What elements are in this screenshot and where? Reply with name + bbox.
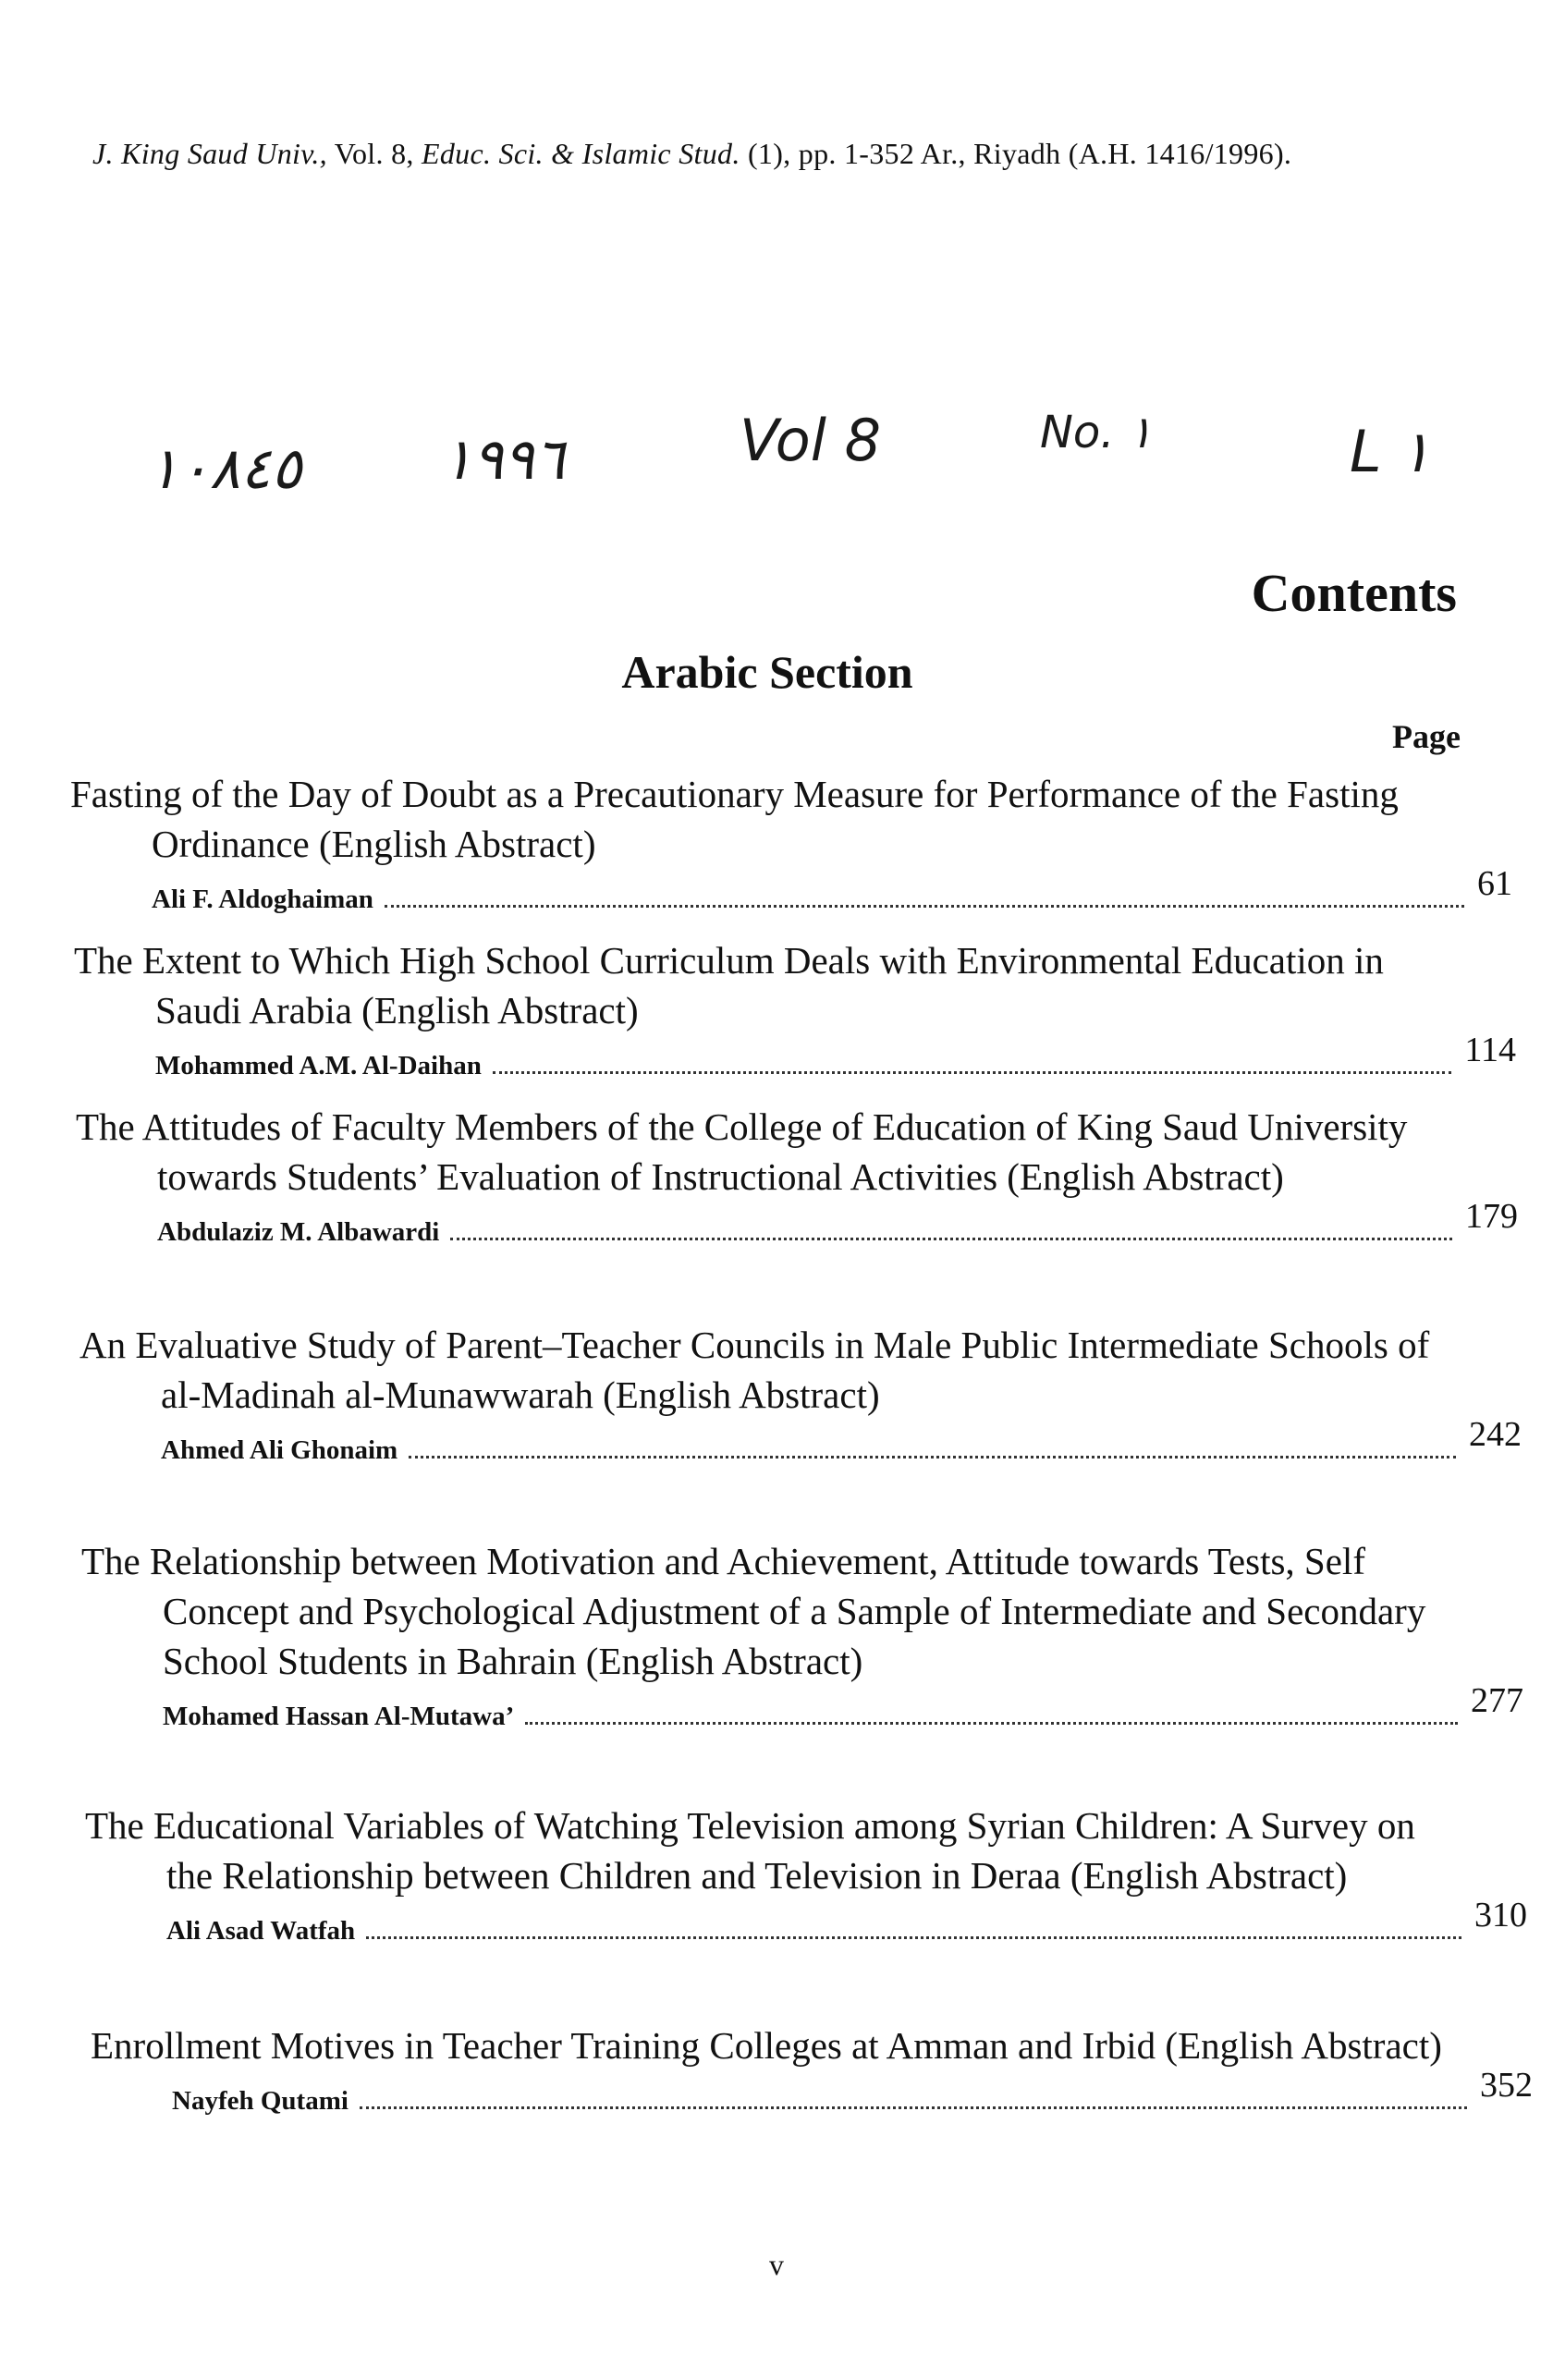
entry-page-number: 277 bbox=[1471, 1681, 1523, 1720]
contents-entry bbox=[79, 1320, 1522, 1466]
entry-author: Nayfeh Qutami bbox=[172, 2086, 349, 2116]
entry-author-row bbox=[76, 1197, 1518, 1248]
entry-author-row bbox=[79, 1415, 1522, 1466]
contents-entry bbox=[76, 1102, 1518, 1248]
entry-author: Abdulaziz M. Albawardi bbox=[157, 1217, 440, 1247]
journal-volume: Vol. 8, bbox=[334, 137, 414, 170]
handwritten-note: L ١ bbox=[1350, 418, 1431, 485]
dot-leader bbox=[385, 904, 1464, 908]
section-title: Arabic Section bbox=[621, 646, 913, 698]
entry-title: The Extent to Which High School Curriculum Deals with Environmental Education in Saudi Arabia (English Abstract) bbox=[74, 939, 1384, 1031]
journal-header bbox=[92, 137, 1291, 171]
entry-page-number: 352 bbox=[1480, 2066, 1533, 2105]
entry-title: Enrollment Motives in Teacher Training Colleges at Amman and Irbid (English Abstract) bbox=[91, 2024, 1442, 2067]
entry-author: Mohammed A.M. Al-Daihan bbox=[155, 1051, 482, 1080]
entry-author: Ali Asad Watfah bbox=[166, 1916, 356, 1946]
entry-author: Ahmed Ali Ghonaim bbox=[161, 1435, 398, 1465]
journal-issue-info: (1), pp. 1-352 Ar., Riyadh (A.H. 1416/1996). bbox=[747, 137, 1292, 170]
contents-entry bbox=[85, 1800, 1527, 1947]
handwritten-note: ١٠٨٤٥ bbox=[148, 434, 302, 502]
dot-leader bbox=[450, 1237, 1452, 1240]
entry-title: Fasting of the Day of Doubt as a Precautionary Measure for Performance of the Fasting Ordinance (English Abstract) bbox=[70, 773, 1399, 865]
entry-author: Mohamed Hassan Al-Mutawa’ bbox=[163, 1702, 515, 1731]
journal-series: Educ. Sci. & Islamic Stud. bbox=[422, 137, 740, 170]
dot-leader bbox=[525, 1721, 1458, 1725]
dot-leader bbox=[360, 2105, 1467, 2109]
page-folio: v bbox=[769, 2248, 784, 2281]
entry-author-row bbox=[81, 1681, 1523, 1732]
entry-author-row bbox=[74, 1031, 1516, 1081]
handwritten-annotations bbox=[0, 407, 1553, 518]
entry-title: The Attitudes of Faculty Members of the College of Education of King Saud University towards Students’ Evaluation of Instructional Activities (English Abstract) bbox=[76, 1105, 1408, 1198]
journal-name: J. King Saud Univ., bbox=[92, 137, 327, 170]
contents-title: Contents bbox=[1251, 563, 1457, 623]
entry-page-number: 310 bbox=[1474, 1896, 1527, 1935]
entry-author: Ali F. Aldoghaiman bbox=[152, 885, 373, 914]
entry-author-row bbox=[85, 1896, 1527, 1947]
dot-leader bbox=[409, 1455, 1456, 1459]
handwritten-note: No. ١ bbox=[1040, 407, 1153, 458]
contents-entry bbox=[81, 1536, 1523, 1732]
entry-page-number: 61 bbox=[1477, 864, 1512, 903]
entry-title: The Relationship between Motivation and Achievement, Attitude towards Tests, Self Concept and Psychological Adjustment of a Sample of Intermediate and Secondary School Students in Bahrain (English Abstract) bbox=[81, 1540, 1426, 1682]
contents-entry bbox=[70, 769, 1512, 915]
entry-author-row bbox=[91, 2066, 1533, 2117]
entry-author-row bbox=[70, 864, 1512, 915]
contents-entry bbox=[91, 2020, 1533, 2117]
dot-leader bbox=[493, 1070, 1452, 1074]
entry-page-number: 114 bbox=[1464, 1031, 1516, 1069]
handwritten-note: Vol 8 bbox=[740, 407, 882, 474]
entry-title: The Educational Variables of Watching Television among Syrian Children: A Survey on the Relationship between Children and Television in Deraa (English Abstract) bbox=[85, 1804, 1415, 1897]
entry-page-number: 179 bbox=[1465, 1197, 1518, 1236]
contents-entry bbox=[74, 935, 1516, 1081]
handwritten-note: ١٩٩٦ bbox=[442, 425, 566, 493]
dot-leader bbox=[366, 1935, 1461, 1939]
entry-title: An Evaluative Study of Parent–Teacher Councils in Male Public Intermediate Schools of al-Madinah al-Munawwarah (English Abstract) bbox=[79, 1324, 1430, 1416]
entry-page-number: 242 bbox=[1469, 1415, 1522, 1454]
page-column-label: Page bbox=[1392, 718, 1461, 755]
